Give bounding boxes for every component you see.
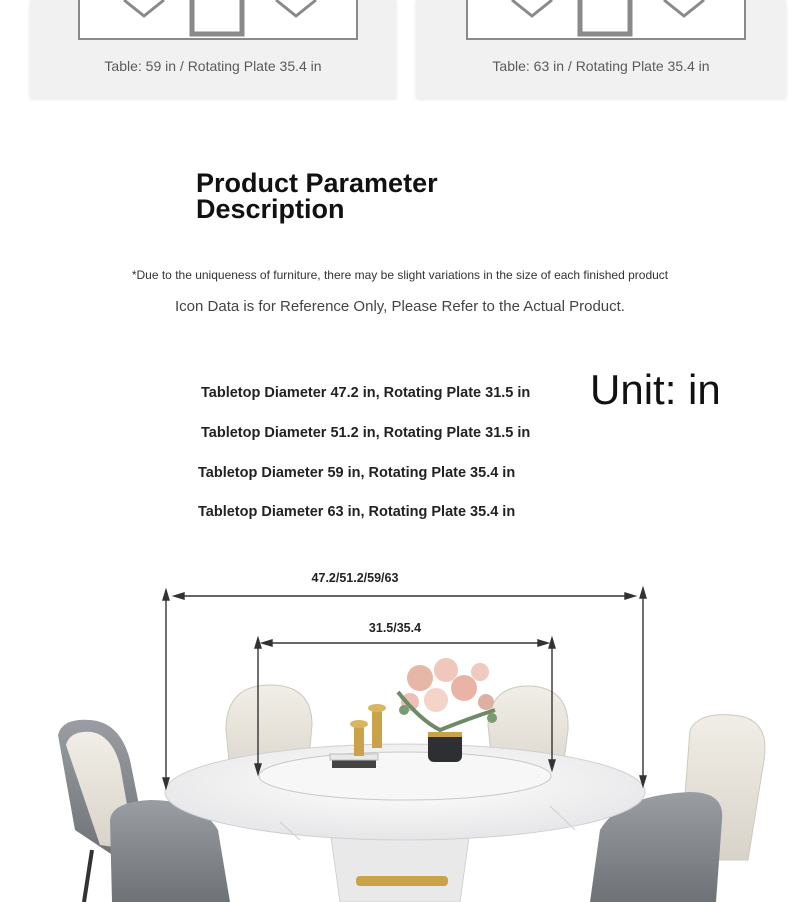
table-icon (468, 0, 744, 38)
product-caption: Table: 59 in / Rotating Plate 35.4 in (104, 58, 322, 74)
spec-item: Tabletop Diameter 51.2 in, Rotating Plate 31.5 in (201, 425, 531, 441)
product-card-59 (30, 0, 396, 98)
table-icon (80, 0, 356, 38)
product-card-63 (416, 0, 786, 98)
unit-label: Unit: in (590, 366, 721, 413)
product-image (466, 0, 746, 40)
variation-note: *Due to the uniqueness of furniture, there may be slight variations in the size of each finished product (131, 268, 669, 282)
section-title: Product Parameter Description (196, 168, 438, 224)
table (165, 744, 645, 902)
table-diameter-label: 47.2/51.2/59/63 (311, 571, 399, 585)
spec-item: Tabletop Diameter 59 in, Rotating Plate 35.4 in (198, 465, 516, 481)
spec-item: Tabletop Diameter 63 in, Rotating Plate 35.4 in (198, 504, 516, 520)
product-image (78, 0, 358, 40)
product-caption: Table: 63 in / Rotating Plate 35.4 in (492, 58, 710, 74)
reference-note: Icon Data is for Reference Only, Please Refer to the Actual Product. (175, 298, 625, 315)
product-dimension-photo (0, 560, 800, 902)
plate-diameter-label: 31.5/35.4 (368, 621, 422, 635)
spec-item: Tabletop Diameter 47.2 in, Rotating Plate 31.5 in (201, 385, 531, 401)
